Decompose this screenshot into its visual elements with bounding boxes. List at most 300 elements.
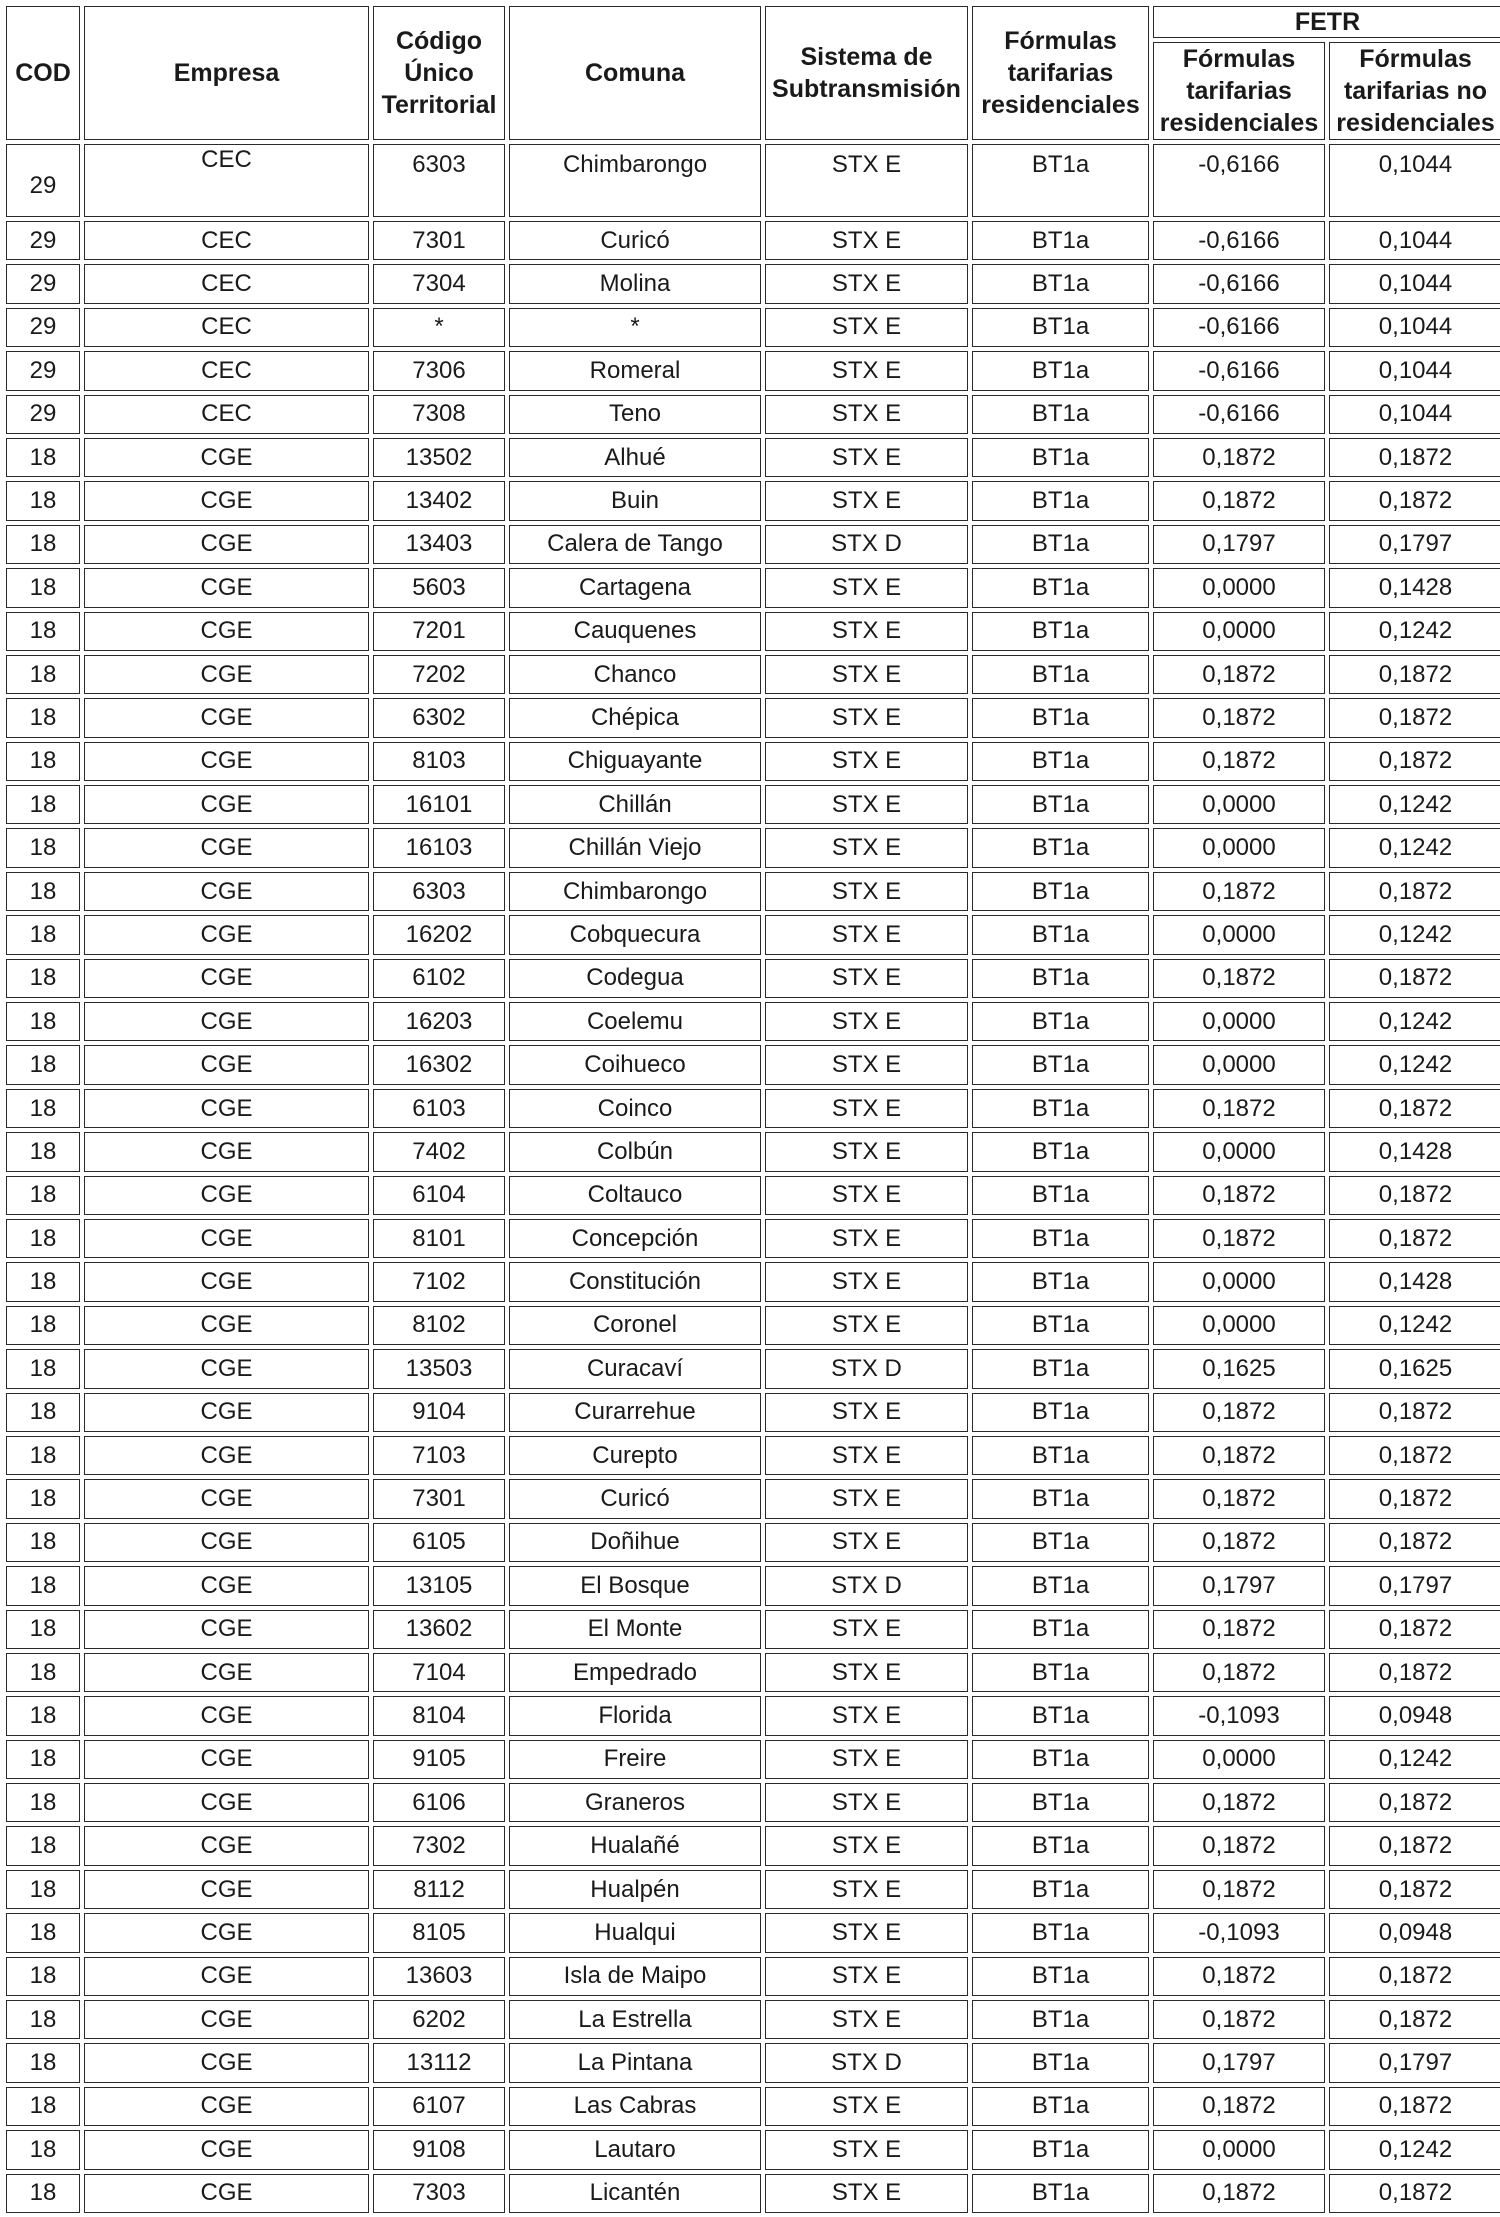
cell-fetr-res: 0,0000 [1153,2130,1325,2169]
cell-comuna: Calera de Tango [509,525,761,564]
cell-comuna: Constitución [509,1262,761,1301]
cell-fetr-res: 0,1872 [1153,872,1325,911]
cell-comuna: Chimbarongo [509,872,761,911]
cell-codigo: 6303 [373,872,505,911]
cell-fetr-res: -0,6166 [1153,308,1325,347]
cell-comuna: Teno [509,395,761,434]
cell-empresa: CGE [84,438,369,477]
cell-codigo: 16203 [373,1002,505,1041]
cell-fetr-res: 0,1872 [1153,1870,1325,1909]
header-codigo-unico: Código Único Territorial [373,6,505,140]
cell-codigo: 13403 [373,525,505,564]
table-row [6,1132,1500,1171]
cell-codigo: 8105 [373,1913,505,1952]
cell-cod: 18 [6,1566,80,1605]
cell-cod: 18 [6,525,80,564]
cell-cod: 18 [6,1610,80,1649]
cell-fetr-nores: 0,1242 [1329,2130,1500,2169]
cell-empresa: CGE [84,2174,369,2213]
cell-empresa: CGE [84,1262,369,1301]
table-row [6,1740,1500,1779]
cell-codigo: 7201 [373,612,505,651]
cell-empresa: CGE [84,1957,369,1996]
cell-codigo: 7102 [373,1262,505,1301]
cell-fetr-res: 0,1872 [1153,1089,1325,1128]
cell-sistema: STX E [765,785,968,824]
cell-comuna: Freire [509,1740,761,1779]
cell-fetr-res: -0,6166 [1153,395,1325,434]
cell-cod: 18 [6,785,80,824]
cell-sistema: STX E [765,1045,968,1084]
cell-formula: BT1a [972,1479,1149,1518]
cell-fetr-res: 0,0000 [1153,1306,1325,1345]
cell-empresa: CGE [84,1479,369,1518]
header-fetr: FETR [1153,6,1500,38]
cell-empresa: CGE [84,1002,369,1041]
cell-formula: BT1a [972,1002,1149,1041]
cell-empresa: CGE [84,915,369,954]
cell-cod: 18 [6,481,80,520]
cell-comuna: Chanco [509,655,761,694]
cell-codigo: 9108 [373,2130,505,2169]
cell-comuna: Curarrehue [509,1393,761,1432]
cell-formula: BT1a [972,525,1149,564]
cell-empresa: CGE [84,785,369,824]
cell-cod: 18 [6,828,80,867]
cell-cod: 18 [6,1436,80,1475]
cell-fetr-res: 0,1872 [1153,438,1325,477]
cell-formula: BT1a [972,785,1149,824]
cell-cod: 18 [6,1913,80,1952]
cell-codigo: 7202 [373,655,505,694]
cell-empresa: CGE [84,1523,369,1562]
cell-sistema: STX E [765,395,968,434]
cell-sistema: STX D [765,1349,968,1388]
header-comuna: Comuna [509,6,761,140]
cell-empresa: CGE [84,2000,369,2039]
cell-comuna: Cartagena [509,568,761,607]
cell-empresa: CEC [84,395,369,434]
cell-empresa: CGE [84,1870,369,1909]
table-row [6,785,1500,824]
cell-comuna: Chillán Viejo [509,828,761,867]
cell-fetr-res: 0,0000 [1153,1002,1325,1041]
cell-sistema: STX E [765,1653,968,1692]
cell-empresa: CGE [84,2043,369,2082]
header-empresa: Empresa [84,6,369,140]
cell-comuna: Curicó [509,221,761,260]
table-row [6,959,1500,998]
cell-empresa: CGE [84,1045,369,1084]
cell-cod: 18 [6,1176,80,1215]
cell-cod: 18 [6,1132,80,1171]
cell-codigo: 13602 [373,1610,505,1649]
header-row-top [6,6,1500,38]
cell-fetr-res: 0,1872 [1153,2000,1325,2039]
table-row [6,2043,1500,2082]
cell-empresa: CGE [84,1176,369,1215]
table-row [6,1219,1500,1258]
cell-sistema: STX E [765,828,968,867]
cell-sistema: STX D [765,1566,968,1605]
table-row [6,1045,1500,1084]
cell-formula: BT1a [972,1523,1149,1562]
cell-fetr-res: 0,1872 [1153,698,1325,737]
cell-fetr-res: 0,0000 [1153,1740,1325,1779]
cell-fetr-nores: 0,1872 [1329,2000,1500,2039]
table-row [6,1393,1500,1432]
cell-fetr-nores: 0,1242 [1329,1002,1500,1041]
cell-fetr-nores: 0,1242 [1329,1740,1500,1779]
table-row [6,1436,1500,1475]
cell-fetr-nores: 0,1625 [1329,1349,1500,1388]
table-row [6,1913,1500,1952]
cell-comuna: Florida [509,1696,761,1735]
cell-empresa: CGE [84,1436,369,1475]
cell-fetr-nores: 0,0948 [1329,1913,1500,1952]
cell-cod: 18 [6,1696,80,1735]
cell-formula: BT1a [972,1740,1149,1779]
cell-fetr-nores: 0,1872 [1329,1870,1500,1909]
cell-sistema: STX E [765,655,968,694]
cell-codigo: 9105 [373,1740,505,1779]
cell-fetr-nores: 0,1872 [1329,1783,1500,1822]
cell-comuna: Codegua [509,959,761,998]
cell-formula: BT1a [972,568,1149,607]
cell-codigo: 16302 [373,1045,505,1084]
table-row [6,481,1500,520]
cell-comuna: Coronel [509,1306,761,1345]
cell-sistema: STX E [765,1393,968,1432]
cell-empresa: CEC [84,308,369,347]
cell-sistema: STX E [765,1306,968,1345]
table-row [6,612,1500,651]
cell-fetr-res: -0,6166 [1153,221,1325,260]
cell-fetr-res: 0,0000 [1153,1132,1325,1171]
cell-fetr-nores: 0,1872 [1329,1176,1500,1215]
cell-empresa: CGE [84,655,369,694]
cell-fetr-res: 0,1797 [1153,2043,1325,2082]
cell-sistema: STX D [765,2043,968,2082]
cell-codigo: 6107 [373,2087,505,2126]
cell-comuna: Curepto [509,1436,761,1475]
cell-codigo: 6303 [373,144,505,217]
cell-cod: 18 [6,1306,80,1345]
cell-cod: 18 [6,1870,80,1909]
cell-comuna: Curicó [509,1479,761,1518]
cell-fetr-res: 0,1872 [1153,959,1325,998]
table-row [6,1957,1500,1996]
cell-codigo: 6202 [373,2000,505,2039]
cell-formula: BT1a [972,2130,1149,2169]
cell-codigo: 13402 [373,481,505,520]
table-row [6,655,1500,694]
cell-codigo: 16202 [373,915,505,954]
cell-fetr-res: -0,6166 [1153,144,1325,217]
cell-sistema: STX E [765,1132,968,1171]
cell-cod: 18 [6,1653,80,1692]
cell-empresa: CGE [84,1349,369,1388]
table-row [6,1349,1500,1388]
cell-fetr-nores: 0,1044 [1329,351,1500,390]
cell-sistema: STX E [765,221,968,260]
cell-codigo: 8102 [373,1306,505,1345]
cell-empresa: CGE [84,1219,369,1258]
cell-formula: BT1a [972,1870,1149,1909]
cell-fetr-nores: 0,1872 [1329,1826,1500,1865]
cell-comuna: Romeral [509,351,761,390]
cell-cod: 18 [6,1523,80,1562]
cell-fetr-nores: 0,1872 [1329,1653,1500,1692]
cell-fetr-res: -0,6166 [1153,264,1325,303]
cell-fetr-nores: 0,1797 [1329,2043,1500,2082]
cell-fetr-nores: 0,1872 [1329,2087,1500,2126]
cell-fetr-res: -0,1093 [1153,1696,1325,1735]
cell-sistema: STX E [765,568,968,607]
cell-comuna: Hualañé [509,1826,761,1865]
cell-codigo: 7301 [373,221,505,260]
table-row [6,568,1500,607]
table-row [6,1696,1500,1735]
table-row [6,2130,1500,2169]
cell-fetr-res: 0,1872 [1153,1826,1325,1865]
cell-sistema: STX E [765,144,968,217]
cell-fetr-nores: 0,1872 [1329,438,1500,477]
cell-cod: 29 [6,308,80,347]
cell-cod: 18 [6,872,80,911]
cell-empresa: CGE [84,1306,369,1345]
cell-empresa: CEC [84,144,369,217]
cell-codigo: 7302 [373,1826,505,1865]
table-row [6,1870,1500,1909]
cell-codigo: 7306 [373,351,505,390]
cell-cod: 18 [6,2174,80,2213]
cell-fetr-nores: 0,1242 [1329,915,1500,954]
cell-cod: 18 [6,1783,80,1822]
cell-sistema: STX E [765,2130,968,2169]
cell-codigo: 7301 [373,1479,505,1518]
cell-empresa: CEC [84,264,369,303]
cell-fetr-res: 0,0000 [1153,828,1325,867]
cell-cod: 29 [6,351,80,390]
cell-codigo: 13603 [373,1957,505,1996]
cell-cod: 18 [6,1089,80,1128]
cell-formula: BT1a [972,1045,1149,1084]
cell-fetr-res: 0,1872 [1153,2174,1325,2213]
cell-sistema: STX E [765,1436,968,1475]
cell-codigo: 8101 [373,1219,505,1258]
cell-codigo: 9104 [373,1393,505,1432]
cell-sistema: STX E [765,1610,968,1649]
cell-fetr-nores: 0,1872 [1329,481,1500,520]
cell-sistema: STX E [765,1957,968,1996]
table-header [6,6,1500,140]
cell-empresa: CGE [84,525,369,564]
cell-empresa: CGE [84,698,369,737]
cell-comuna: Chillán [509,785,761,824]
cell-comuna: Lautaro [509,2130,761,2169]
cell-comuna: Las Cabras [509,2087,761,2126]
cell-codigo: 13112 [373,2043,505,2082]
cell-codigo: 7304 [373,264,505,303]
table-row [6,1610,1500,1649]
cell-fetr-res: 0,1797 [1153,525,1325,564]
cell-codigo: 6106 [373,1783,505,1822]
header-formulas: Fórmulas tarifarias residenciales [972,6,1149,140]
cell-empresa: CGE [84,1913,369,1952]
table-row [6,264,1500,303]
tariff-table [2,2,1500,2217]
cell-cod: 18 [6,438,80,477]
cell-formula: BT1a [972,221,1149,260]
cell-fetr-res: 0,1872 [1153,1523,1325,1562]
cell-comuna: Alhué [509,438,761,477]
header-fetr-residenciales: Fórmulas tarifarias residenciales [1153,42,1325,140]
cell-empresa: CGE [84,1653,369,1692]
cell-fetr-res: 0,1872 [1153,481,1325,520]
cell-fetr-res: 0,1872 [1153,1783,1325,1822]
cell-sistema: STX E [765,1479,968,1518]
cell-empresa: CGE [84,1393,369,1432]
cell-codigo: 7402 [373,1132,505,1171]
cell-formula: BT1a [972,1913,1149,1952]
cell-empresa: CGE [84,568,369,607]
cell-fetr-nores: 0,1872 [1329,2174,1500,2213]
cell-codigo: 8104 [373,1696,505,1735]
cell-fetr-nores: 0,1428 [1329,1132,1500,1171]
cell-codigo: 6102 [373,959,505,998]
cell-formula: BT1a [972,395,1149,434]
cell-cod: 18 [6,1349,80,1388]
table-row [6,1566,1500,1605]
cell-fetr-res: 0,0000 [1153,1045,1325,1084]
cell-formula: BT1a [972,655,1149,694]
cell-fetr-res: 0,1872 [1153,1479,1325,1518]
cell-fetr-res: 0,1872 [1153,1393,1325,1432]
cell-empresa: CGE [84,1826,369,1865]
cell-codigo: 13503 [373,1349,505,1388]
cell-fetr-nores: 0,1242 [1329,828,1500,867]
cell-formula: BT1a [972,1610,1149,1649]
cell-formula: BT1a [972,698,1149,737]
cell-formula: BT1a [972,1436,1149,1475]
cell-sistema: STX E [765,1262,968,1301]
cell-sistema: STX E [765,2174,968,2213]
cell-fetr-nores: 0,1428 [1329,568,1500,607]
cell-comuna: Coltauco [509,1176,761,1215]
cell-formula: BT1a [972,1219,1149,1258]
cell-comuna: Hualqui [509,1913,761,1952]
cell-cod: 18 [6,1219,80,1258]
table-row [6,1783,1500,1822]
cell-formula: BT1a [972,144,1149,217]
cell-comuna: La Estrella [509,2000,761,2039]
cell-fetr-nores: 0,1044 [1329,221,1500,260]
cell-fetr-nores: 0,1872 [1329,698,1500,737]
table-row [6,1479,1500,1518]
cell-cod: 29 [6,264,80,303]
table-row [6,438,1500,477]
cell-codigo: 13502 [373,438,505,477]
cell-codigo: 6104 [373,1176,505,1215]
cell-comuna: Coelemu [509,1002,761,1041]
cell-fetr-nores: 0,1872 [1329,1523,1500,1562]
cell-sistema: STX E [765,308,968,347]
cell-fetr-res: 0,0000 [1153,612,1325,651]
cell-sistema: STX E [765,351,968,390]
cell-fetr-res: 0,1797 [1153,1566,1325,1605]
cell-comuna: La Pintana [509,2043,761,2082]
cell-codigo: * [373,308,505,347]
cell-formula: BT1a [972,1566,1149,1605]
cell-fetr-res: 0,1872 [1153,742,1325,781]
cell-comuna: Graneros [509,1783,761,1822]
cell-sistema: STX E [765,698,968,737]
cell-fetr-res: 0,1872 [1153,655,1325,694]
cell-fetr-nores: 0,1428 [1329,1262,1500,1301]
cell-fetr-res: 0,0000 [1153,568,1325,607]
header-fetr-no-residenciales: Fórmulas tarifarias no residenciales [1329,42,1500,140]
cell-codigo: 13105 [373,1566,505,1605]
table-row [6,742,1500,781]
cell-empresa: CEC [84,221,369,260]
cell-cod: 18 [6,612,80,651]
cell-fetr-res: 0,0000 [1153,1262,1325,1301]
cell-formula: BT1a [972,2174,1149,2213]
cell-codigo: 7303 [373,2174,505,2213]
cell-empresa: CGE [84,612,369,651]
cell-cod: 18 [6,742,80,781]
table-row [6,2000,1500,2039]
cell-empresa: CGE [84,1783,369,1822]
cell-comuna: Molina [509,264,761,303]
cell-fetr-nores: 0,1797 [1329,525,1500,564]
cell-formula: BT1a [972,1393,1149,1432]
table-row [6,395,1500,434]
cell-fetr-nores: 0,1872 [1329,1957,1500,1996]
cell-cod: 18 [6,1393,80,1432]
table-row [6,2087,1500,2126]
cell-formula: BT1a [972,1783,1149,1822]
cell-empresa: CEC [84,351,369,390]
cell-formula: BT1a [972,438,1149,477]
cell-sistema: STX E [765,1219,968,1258]
cell-codigo: 6103 [373,1089,505,1128]
cell-fetr-nores: 0,1242 [1329,1045,1500,1084]
cell-fetr-nores: 0,1872 [1329,742,1500,781]
cell-sistema: STX E [765,1176,968,1215]
cell-empresa: CGE [84,1740,369,1779]
cell-sistema: STX E [765,481,968,520]
cell-formula: BT1a [972,1176,1149,1215]
cell-comuna: Coinco [509,1089,761,1128]
cell-fetr-nores: 0,1872 [1329,1436,1500,1475]
table-row [6,525,1500,564]
cell-cod: 18 [6,2130,80,2169]
cell-sistema: STX E [765,1002,968,1041]
table-row [6,351,1500,390]
cell-formula: BT1a [972,308,1149,347]
cell-codigo: 5603 [373,568,505,607]
cell-comuna: Chépica [509,698,761,737]
cell-sistema: STX E [765,2087,968,2126]
header-sistema: Sistema de Subtransmisión [765,6,968,140]
cell-comuna: Curacaví [509,1349,761,1388]
cell-fetr-res: 0,1872 [1153,1610,1325,1649]
cell-cod: 18 [6,959,80,998]
cell-fetr-res: -0,1093 [1153,1913,1325,1952]
cell-formula: BT1a [972,1826,1149,1865]
